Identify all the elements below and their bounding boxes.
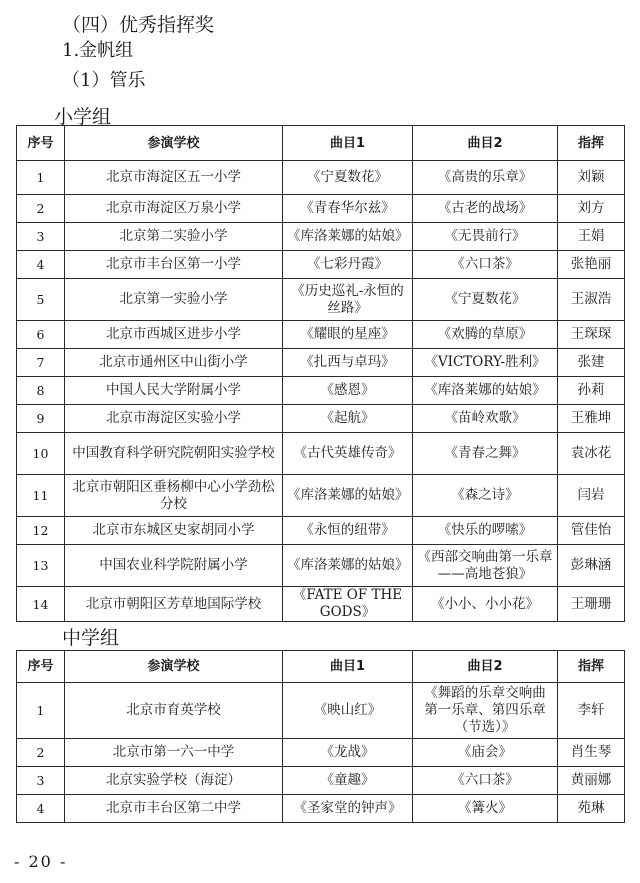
conductor-cell: 王雅坤 xyxy=(558,405,625,433)
index-cell: 14 xyxy=(17,587,65,622)
table-row xyxy=(17,767,625,795)
piece-2-cell: 《古老的战场》 xyxy=(413,195,558,223)
conductor-cell: 张艳丽 xyxy=(558,251,625,279)
primary-school-table xyxy=(16,125,625,622)
award-heading: （四）优秀指挥奖 xyxy=(62,14,215,36)
index-cell: 4 xyxy=(17,795,65,823)
table-row xyxy=(17,433,625,475)
group-heading: 1.金帆组 xyxy=(62,40,134,61)
index-cell: 6 xyxy=(17,321,65,349)
primary-table-body xyxy=(17,161,625,622)
index-cell: 2 xyxy=(17,195,65,223)
conductor-cell: 李轩 xyxy=(558,683,625,739)
page-number: - 20 - xyxy=(14,852,68,871)
piece-2-cell: 《庙会》 xyxy=(413,739,558,767)
piece-2-cell: 《西部交响曲第一乐章——高地苍狼》 xyxy=(413,545,558,587)
piece-2-cell: 《无畏前行》 xyxy=(413,223,558,251)
school-cell: 中国人民大学附属小学 xyxy=(65,377,283,405)
school-cell: 中国农业科学院附属小学 xyxy=(65,545,283,587)
piece-1-cell: 《库洛莱娜的姑娘》 xyxy=(283,223,413,251)
table-row xyxy=(17,377,625,405)
school-cell: 北京第一实验小学 xyxy=(65,279,283,321)
index-cell: 13 xyxy=(17,545,65,587)
piece-1-cell: 《扎西与卓玛》 xyxy=(283,349,413,377)
table-row xyxy=(17,683,625,739)
table-header-row xyxy=(17,651,625,683)
table-row xyxy=(17,405,625,433)
piece-1-cell: 《青春华尔兹》 xyxy=(283,195,413,223)
table-row xyxy=(17,545,625,587)
secondary-school-table xyxy=(16,650,625,823)
piece-2-cell: 《六口茶》 xyxy=(413,251,558,279)
conductor-cell: 王娟 xyxy=(558,223,625,251)
index-cell: 1 xyxy=(17,161,65,195)
header-col-piece-1: 曲目1 xyxy=(283,651,413,683)
table-row xyxy=(17,321,625,349)
header-col-piece-1: 曲目1 xyxy=(283,126,413,161)
index-cell: 10 xyxy=(17,433,65,475)
piece-2-cell: 《小小、小小花》 xyxy=(413,587,558,622)
piece-2-cell: 《青春之舞》 xyxy=(413,433,558,475)
piece-1-cell: 《起航》 xyxy=(283,405,413,433)
piece-2-cell: 《快乐的啰嗦》 xyxy=(413,517,558,545)
header-col-index: 序号 xyxy=(17,651,65,683)
school-cell: 北京市通州区中山街小学 xyxy=(65,349,283,377)
school-cell: 中国教育科学研究院朝阳实验学校 xyxy=(65,433,283,475)
category-heading: （1）管乐 xyxy=(62,70,146,91)
piece-1-cell: 《宁夏数花》 xyxy=(283,161,413,195)
header-col-piece-2: 曲目2 xyxy=(413,126,558,161)
conductor-cell: 王琛琛 xyxy=(558,321,625,349)
index-cell: 4 xyxy=(17,251,65,279)
school-cell: 北京市丰台区第一小学 xyxy=(65,251,283,279)
school-cell: 北京市朝阳区芳草地国际学校 xyxy=(65,587,283,622)
piece-1-cell: 《历史巡礼-永恒的丝路》 xyxy=(283,279,413,321)
index-cell: 8 xyxy=(17,377,65,405)
piece-1-cell: 《映山红》 xyxy=(283,683,413,739)
school-cell: 北京第二实验小学 xyxy=(65,223,283,251)
conductor-cell: 管佳怡 xyxy=(558,517,625,545)
piece-1-cell: 《感恩》 xyxy=(283,377,413,405)
piece-1-cell: 《龙战》 xyxy=(283,739,413,767)
school-cell: 北京市海淀区五一小学 xyxy=(65,161,283,195)
secondary-section-title: 中学组 xyxy=(62,627,120,649)
conductor-cell: 王淑浩 xyxy=(558,279,625,321)
school-cell: 北京市朝阳区垂杨柳中心小学劲松分校 xyxy=(65,475,283,517)
index-cell: 12 xyxy=(17,517,65,545)
piece-1-cell: 《永恒的纽带》 xyxy=(283,517,413,545)
piece-2-cell: 《宁夏数花》 xyxy=(413,279,558,321)
piece-1-cell: 《七彩丹霞》 xyxy=(283,251,413,279)
piece-2-cell: 《苗岭欢歌》 xyxy=(413,405,558,433)
table-header-row xyxy=(17,126,625,161)
conductor-cell: 黄丽娜 xyxy=(558,767,625,795)
piece-2-cell: 《VICTORY-胜利》 xyxy=(413,349,558,377)
piece-1-cell: 《圣家堂的钟声》 xyxy=(283,795,413,823)
table-row xyxy=(17,279,625,321)
piece-1-cell: 《库洛莱娜的姑娘》 xyxy=(283,545,413,587)
index-cell: 3 xyxy=(17,767,65,795)
header-col-school: 参演学校 xyxy=(65,651,283,683)
school-cell: 北京市第一六一中学 xyxy=(65,739,283,767)
conductor-cell: 袁冰花 xyxy=(558,433,625,475)
conductor-cell: 张建 xyxy=(558,349,625,377)
index-cell: 1 xyxy=(17,683,65,739)
table-row xyxy=(17,739,625,767)
conductor-cell: 彭琳涵 xyxy=(558,545,625,587)
conductor-cell: 孙莉 xyxy=(558,377,625,405)
conductor-cell: 苑琳 xyxy=(558,795,625,823)
conductor-cell: 王珊珊 xyxy=(558,587,625,622)
header-col-index: 序号 xyxy=(17,126,65,161)
primary-section-title: 小学组 xyxy=(54,106,112,128)
conductor-cell: 刘方 xyxy=(558,195,625,223)
conductor-cell: 刘颖 xyxy=(558,161,625,195)
table-row xyxy=(17,349,625,377)
table-row xyxy=(17,587,625,622)
piece-2-cell: 《篝火》 xyxy=(413,795,558,823)
school-cell: 北京市海淀区万泉小学 xyxy=(65,195,283,223)
table-row xyxy=(17,195,625,223)
school-cell: 北京市育英学校 xyxy=(65,683,283,739)
school-cell: 北京实验学校（海淀） xyxy=(65,767,283,795)
table-row xyxy=(17,517,625,545)
secondary-table-body xyxy=(17,683,625,823)
header-col-conductor: 指挥 xyxy=(558,126,625,161)
index-cell: 5 xyxy=(17,279,65,321)
piece-2-cell: 《舞蹈的乐章交响曲 第一乐章、第四乐章（节选）》 xyxy=(413,683,558,739)
piece-1-cell: 《耀眼的星座》 xyxy=(283,321,413,349)
header-col-school: 参演学校 xyxy=(65,126,283,161)
index-cell: 3 xyxy=(17,223,65,251)
index-cell: 9 xyxy=(17,405,65,433)
conductor-cell: 闫岩 xyxy=(558,475,625,517)
table-row xyxy=(17,161,625,195)
school-cell: 北京市西城区进步小学 xyxy=(65,321,283,349)
header-col-conductor: 指挥 xyxy=(558,651,625,683)
index-cell: 11 xyxy=(17,475,65,517)
piece-2-cell: 《六口茶》 xyxy=(413,767,558,795)
piece-1-cell: 《库洛莱娜的姑娘》 xyxy=(283,475,413,517)
piece-1-cell: 《童趣》 xyxy=(283,767,413,795)
header-col-piece-2: 曲目2 xyxy=(413,651,558,683)
school-cell: 北京市东城区史家胡同小学 xyxy=(65,517,283,545)
school-cell: 北京市丰台区第二中学 xyxy=(65,795,283,823)
index-cell: 2 xyxy=(17,739,65,767)
piece-2-cell: 《森之诗》 xyxy=(413,475,558,517)
conductor-cell: 肖生琴 xyxy=(558,739,625,767)
table-row xyxy=(17,223,625,251)
table-row xyxy=(17,795,625,823)
piece-2-cell: 《欢腾的草原》 xyxy=(413,321,558,349)
school-cell: 北京市海淀区实验小学 xyxy=(65,405,283,433)
piece-1-cell: 《古代英雄传奇》 xyxy=(283,433,413,475)
piece-1-cell: 《FATE OF THE GODS》 xyxy=(283,587,413,622)
table-row xyxy=(17,251,625,279)
index-cell: 7 xyxy=(17,349,65,377)
table-row xyxy=(17,475,625,517)
piece-2-cell: 《库洛莱娜的姑娘》 xyxy=(413,377,558,405)
piece-2-cell: 《高贵的乐章》 xyxy=(413,161,558,195)
